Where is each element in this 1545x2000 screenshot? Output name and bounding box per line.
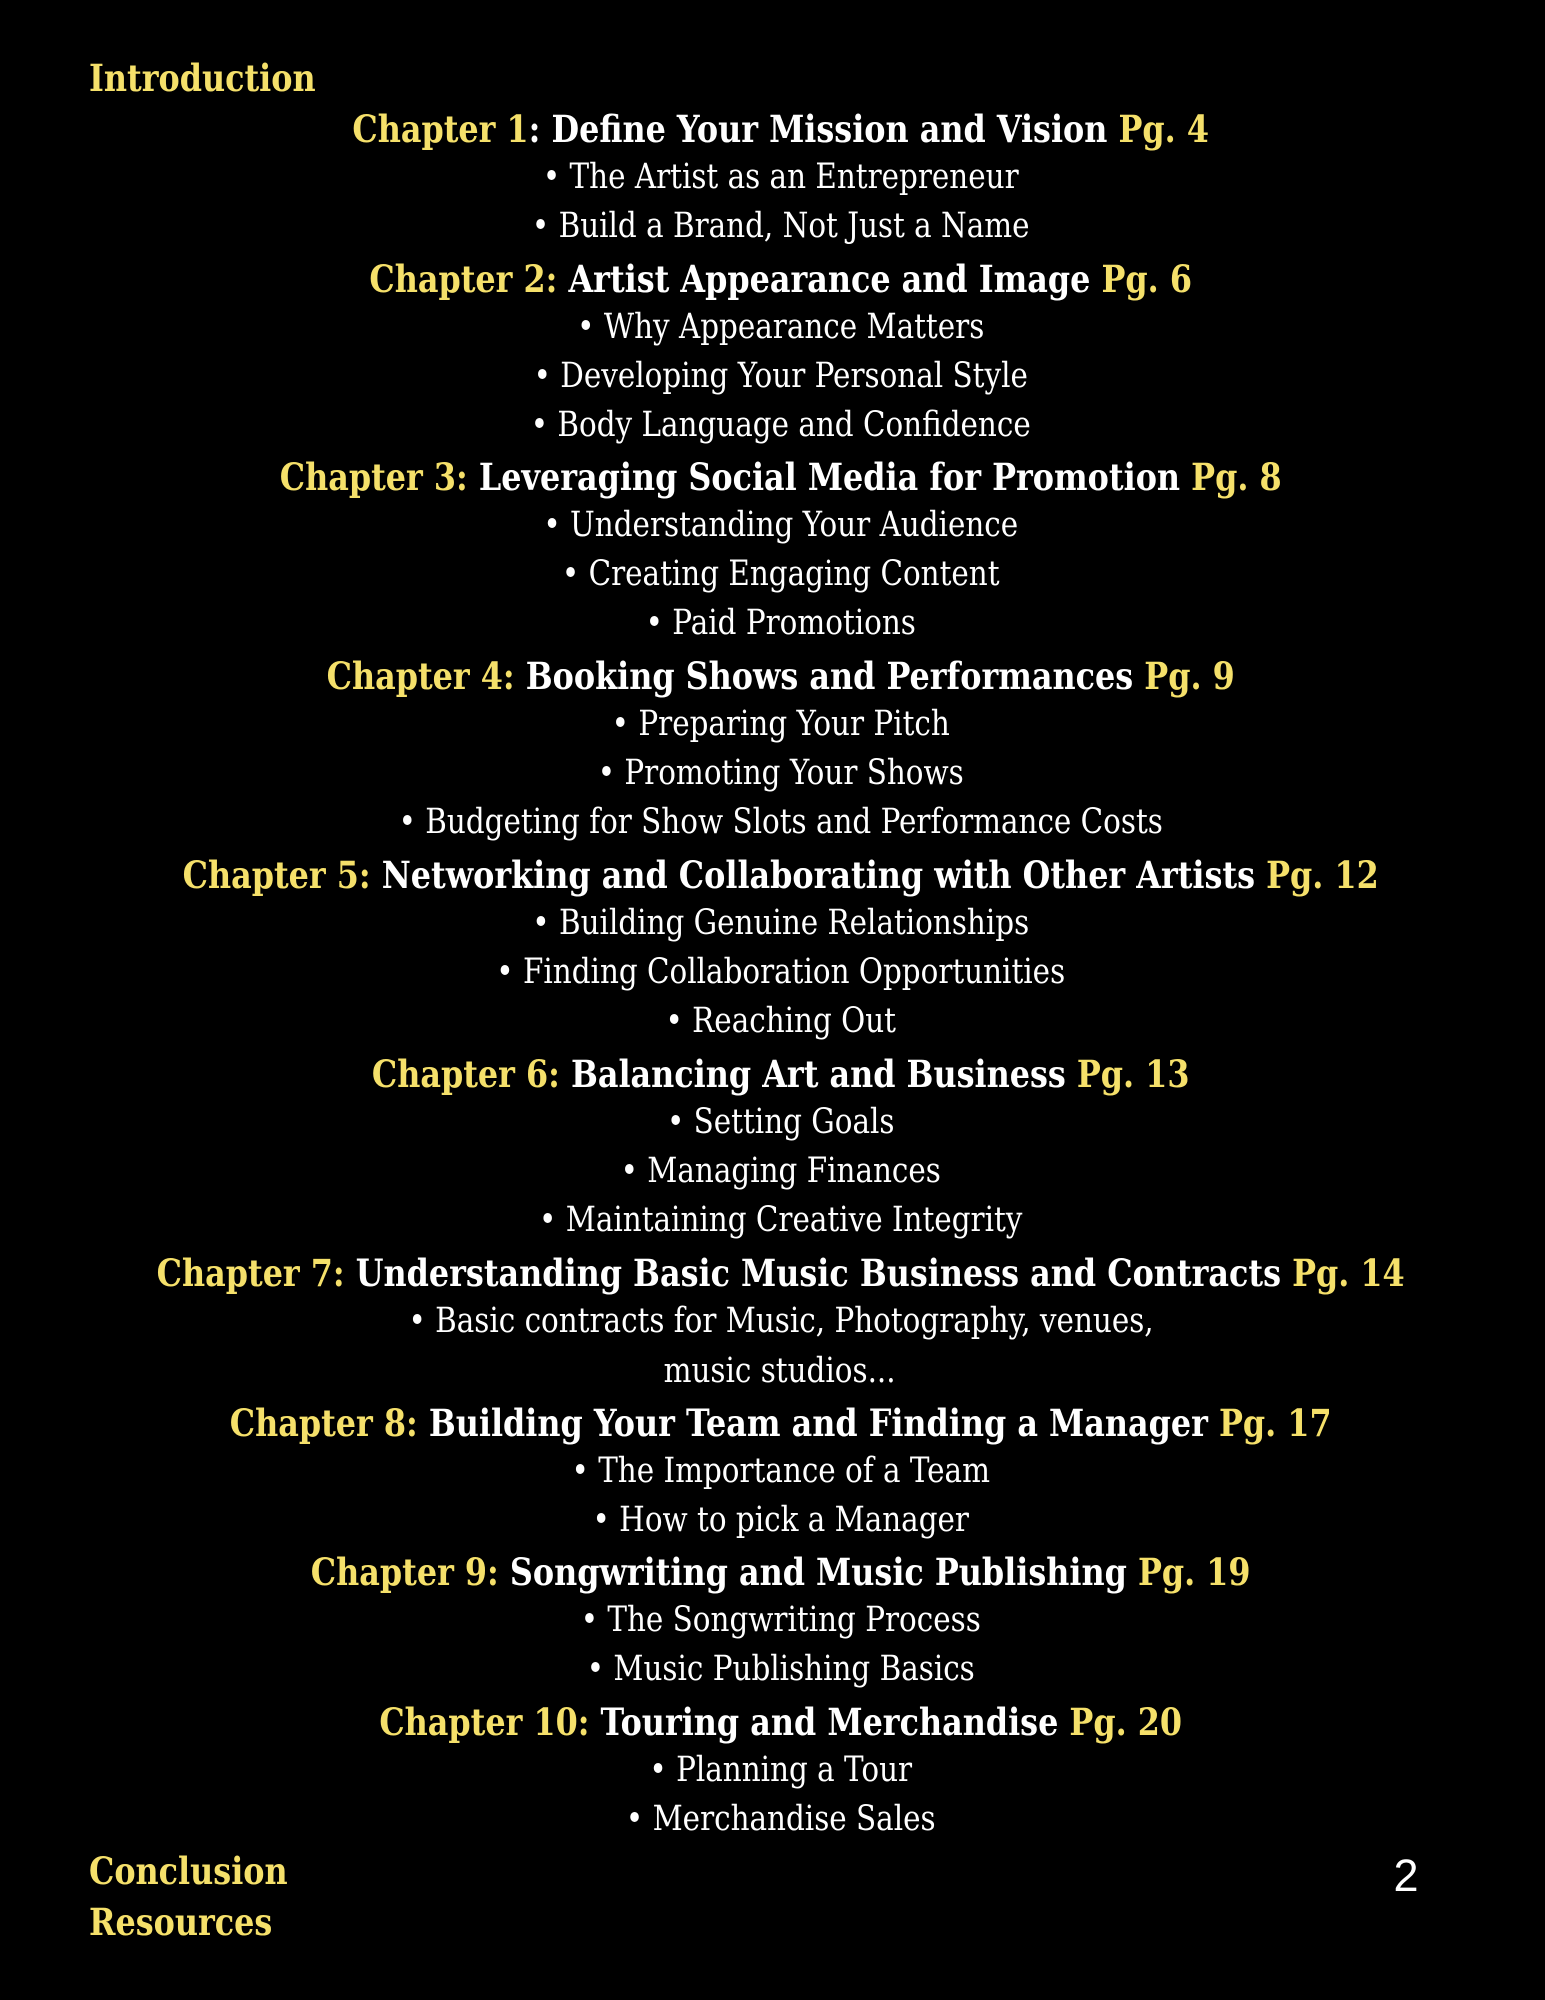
chapter-4-heading <box>116 654 1445 698</box>
chapter-title: Define Your Mission and Vision <box>551 107 1108 151</box>
chapter-separator <box>560 1052 571 1096</box>
chapter-label: Chapter 8: <box>229 1401 418 1445</box>
list-item: • Body Language and Confidence <box>530 405 1031 445</box>
list-item: • Planning a Tour <box>649 1750 913 1790</box>
chapter-title: Leveraging Social Media for Promotion <box>478 455 1181 499</box>
list-item: • Building Genuine Relationships <box>532 903 1030 943</box>
chapter-title: Artist Appearance and Image <box>568 257 1091 301</box>
list-item: • Creating Engaging Content <box>561 554 1000 594</box>
chapter-page-ref: Pg. 4 <box>1118 107 1209 151</box>
list-item: • Developing Your Personal Style <box>533 356 1028 396</box>
page-number: 2 <box>1393 1850 1419 1901</box>
chapter-page-ref: Pg. 8 <box>1191 455 1282 499</box>
chapter-label: Chapter 1 <box>352 107 529 151</box>
list-item: • Finding Collaboration Opportunities <box>496 952 1066 992</box>
chapter-6-heading <box>116 1052 1445 1096</box>
chapter-title: Building Your Team and Finding a Manager <box>428 1401 1208 1445</box>
chapter-2-heading <box>116 257 1445 301</box>
chapter-separator <box>371 853 382 897</box>
chapter-3-heading <box>116 455 1445 499</box>
list-item: music studios... <box>663 1351 896 1391</box>
chapter-separator <box>499 1550 510 1594</box>
list-item: • Understanding Your Audience <box>543 505 1019 545</box>
chapter-1-heading <box>116 107 1445 151</box>
conclusion-heading: Conclusion <box>89 1849 288 1893</box>
list-item: • Why Appearance Matters <box>577 307 985 347</box>
chapter-separator: : <box>528 107 552 151</box>
chapter-page-ref: Pg. 19 <box>1137 1550 1251 1594</box>
list-item: • Basic contracts for Music, Photography, venues, <box>408 1301 1154 1341</box>
chapter-label: Chapter 10: <box>379 1700 590 1744</box>
introduction-heading: Introduction <box>89 56 316 100</box>
chapter-separator <box>468 455 479 499</box>
list-item: • Reaching Out <box>665 1001 896 1041</box>
chapter-title: Networking and Collaborating with Other Artists <box>381 853 1256 897</box>
list-item: • How to pick a Manager <box>592 1500 969 1540</box>
chapter-label: Chapter 7: <box>156 1251 345 1295</box>
chapter-page-ref: Pg. 17 <box>1218 1401 1332 1445</box>
chapter-7-heading <box>116 1251 1445 1295</box>
list-item: • Budgeting for Show Slots and Performance Costs <box>398 802 1163 842</box>
list-item: • Promoting Your Shows <box>597 753 964 793</box>
chapter-separator <box>589 1700 600 1744</box>
list-item: • Build a Brand, Not Just a Name <box>531 206 1030 246</box>
chapter-label: Chapter 3: <box>279 455 468 499</box>
chapter-label: Chapter 5: <box>182 853 371 897</box>
list-item: • Music Publishing Basics <box>586 1649 975 1689</box>
chapter-separator <box>515 654 526 698</box>
chapter-label: Chapter 9: <box>310 1550 499 1594</box>
chapter-8-heading <box>116 1401 1445 1445</box>
chapter-page-ref: Pg. 20 <box>1069 1700 1183 1744</box>
chapter-page-ref: Pg. 14 <box>1292 1251 1405 1295</box>
chapter-page-ref: Pg. 9 <box>1144 654 1235 698</box>
chapter-title: Understanding Basic Music Business and Contracts <box>355 1251 1281 1295</box>
list-item: • The Importance of a Team <box>571 1451 990 1491</box>
chapter-label: Chapter 2: <box>369 257 558 301</box>
list-item: • Managing Finances <box>620 1151 941 1191</box>
chapter-title: Touring and Merchandise <box>600 1700 1059 1744</box>
chapter-label: Chapter 6: <box>371 1052 560 1096</box>
chapter-separator <box>557 257 568 301</box>
chapter-5-heading <box>116 853 1445 897</box>
chapter-title: Booking Shows and Performances <box>525 654 1134 698</box>
chapter-10-heading <box>116 1700 1445 1744</box>
list-item: • Maintaining Creative Integrity <box>539 1200 1023 1240</box>
resources-heading: Resources <box>89 1900 273 1944</box>
list-item: • The Songwriting Process <box>580 1600 981 1640</box>
chapter-9-heading <box>116 1550 1445 1594</box>
list-item: • Setting Goals <box>666 1102 895 1142</box>
chapter-page-ref: Pg. 6 <box>1101 257 1192 301</box>
chapter-title: Balancing Art and Business <box>570 1052 1066 1096</box>
chapter-page-ref: Pg. 12 <box>1266 853 1379 897</box>
chapter-label: Chapter 4: <box>326 654 515 698</box>
chapter-page-ref: Pg. 13 <box>1076 1052 1190 1096</box>
list-item: • Paid Promotions <box>645 603 916 643</box>
list-item: • Preparing Your Pitch <box>611 704 950 744</box>
chapter-title: Songwriting and Music Publishing <box>509 1550 1127 1594</box>
list-item: • Merchandise Sales <box>625 1799 936 1839</box>
chapter-separator <box>345 1251 356 1295</box>
chapter-separator <box>418 1401 429 1445</box>
list-item: • The Artist as an Entrepreneur <box>542 157 1019 197</box>
